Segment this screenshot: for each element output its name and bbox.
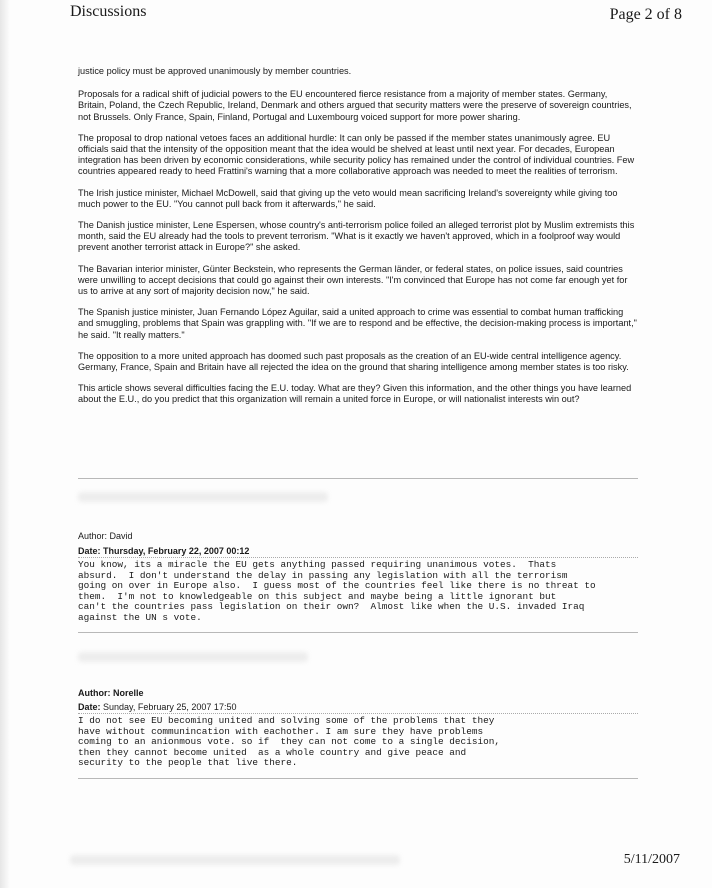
article-paragraph: The Bavarian interior minister, Günter Beckstein, who represents the German länder, or federal states, on police issues, said countries were unwilling to accept decisions that could go against their own interests. "I'm convinced that Europe has not come far enough yet for us to arrive at any sort of majority decision now," he said. [78,263,628,297]
author-name: David [109,531,133,541]
post-divider [78,778,638,779]
date-label: Date: [78,546,101,556]
article-divider [78,478,638,479]
date-value: Thursday, February 22, 2007 00:12 [103,546,250,556]
post-author [78,531,133,541]
post-date [78,546,249,556]
redacted-line [78,652,308,662]
redacted-line [78,492,328,502]
post-separator [78,557,638,558]
post-date [78,702,236,712]
author-name: Norelle [113,688,144,698]
article-paragraph: The proposal to drop national vetoes faces an additional hurdle: It can only be passed if the member states unanimously agree. EU officials said that the intensity of the opposition meant that the idea would be shelved at least until next year. For decades, European integration has been driven by economic considerations, while security policy has remained under the control of individual countries. Few countries appeared ready to heed Frattini's warning that a more collaborative approach was needed to meet the realities of terrorism. [78,132,635,177]
article-paragraph: Proposals for a radical shift of judicial powers to the EU encountered fierce resistance from a majority of member states. Germany, Britain, Poland, the Czech Republic, Ireland, Denmark and others argued that security matters were the preserve of sovereign countries, not Brussels. Only France, Spain, Finland, Portugal and Luxembourg voiced support for more power sharing. [78,89,632,122]
article-paragraph: The Danish justice minister, Lene Espersen, whose country's anti-terrorism police foiled an alleged terrorist plot by Muslim extremists this month, said the EU already had the tools to prevent terrorism. "What is it exactly we haven't approved, which in a foolproof way would prevent another terrorist attack in Europe?" she asked. [78,220,635,253]
article-paragraph: The Spanish justice minister, Juan Fernando López Aguilar, said a united approach to crime was essential to combat human trafficking and smuggling, problems that Spain was grappling with. "If we are to respond and be effective, the decision-making process is important," he said. "It really matters." [78,307,637,340]
article-text [78,66,638,416]
author-label: Author: [78,688,111,698]
author-label: Author: [78,531,108,541]
article-paragraph: The Irish justice minister, Michael McDowell, said that giving up the veto would mean sacrificing Ireland's sovereignty while giving too much power to the EU. "You cannot pull back from it afterwards," he said. [78,187,618,209]
redacted-footer-url [70,855,400,865]
print-date: 5/11/2007 [623,852,680,867]
post-body: You know, its a miracle the EU gets anything passed requiring unanimous votes. Thats absurd. I don't understand the delay in passing any legislation with all the terrorism going on over in Europe also. I guess most of the countries feel like there is no threat to them. I'm not to knowledgeable on this subject and maybe being a little ignorant but can't the countries pass legislation on their own? Almost like when the U.S. invaded Iraq against the UN s vote. [78,559,596,623]
article-paragraph: justice policy must be approved unanimously by member countries. [78,66,352,76]
date-label: Date: [78,702,101,712]
post-divider [78,632,638,633]
page-number: Page 2 of 8 [609,6,682,23]
page-header-title: Discussions [70,3,147,20]
scan-edge [0,0,10,888]
date-value: Sunday, February 25, 2007 17:50 [103,702,237,712]
post-author [78,688,144,698]
article-paragraph: The opposition to a more united approach has doomed such past proposals as the creation of an EU-wide central intelligence agency. Germany, France, Spain and Britain have all rejected the idea on the ground that sharing intelligence among member states is too risky. [78,350,629,373]
post-body: I do not see EU becoming united and solving some of the problems that they have without communincation with eachother. I am sure they have problems coming to an anionmous vote. so if they can not come to a single decision, then they cannot become united as a whole country and give peace and security to the people that live there. [78,715,500,769]
discussion-question: This article shows several difficulties facing the E.U. today. What are they? Given this information, and the other things you have learned about the E.U., do you predict that this organization will remain a united force in Europe, or will nationalist interests win out? [78,383,632,405]
post-separator [78,713,638,714]
